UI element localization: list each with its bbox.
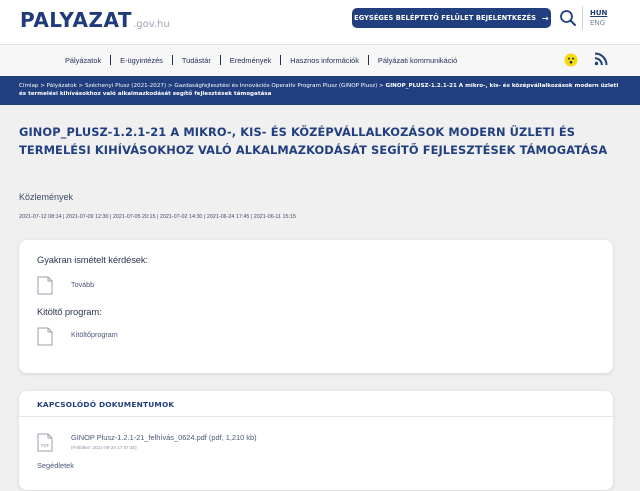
section-label-kozlemenyek: Közlemények xyxy=(19,192,74,202)
program-link[interactable]: Kitöltőprogram xyxy=(71,330,118,339)
document-icon xyxy=(37,327,53,346)
arrow-right-icon: → xyxy=(542,13,549,23)
documents-title: KAPCSOLÓDÓ DOKUMENTUMOK xyxy=(37,400,175,409)
rss-icon[interactable] xyxy=(594,52,608,66)
lang-eng-link[interactable]: ENG xyxy=(590,19,606,27)
site-header xyxy=(0,0,640,44)
breadcrumb-path[interactable]: Címlap > Pályázatok > Széchenyi Plusz (2021-2027) > Gazdaságfejlesztési és Innovációs Operatív Program Plusz (GINOP Plusz) > xyxy=(19,83,386,89)
login-button[interactable] xyxy=(352,8,551,28)
page-title: GINOP_PLUSZ-1.2.1-21 A MIKRO-, KIS- ÉS KÖZÉPVÁLLALKOZÁSOK MODERN ÜZLETI ÉS TERMELÉSI KIHÍVÁSOKHOZ VALÓ ALKALMAZKODÁSÁT SEGÍTŐ FEJLESZTÉSEK TÁMOGATÁSA xyxy=(19,125,608,157)
search-icon[interactable] xyxy=(558,8,578,28)
faq-heading: Gyakran ismételt kérdések: xyxy=(37,254,148,265)
nav-item-hasznos-informaciok[interactable]: Hasznos információk xyxy=(290,55,359,65)
helpers-link[interactable]: Segédletek xyxy=(37,461,74,470)
breadcrumb-bar xyxy=(0,76,640,105)
nav-item-palyazatok[interactable]: Pályázatok xyxy=(65,55,102,65)
pdf-file-icon xyxy=(37,433,53,452)
breadcrumb-current: GINOP_PLUSZ-1.2.1-21 A mikro-, kis- és középvállalkozások modern üzleti és termelési kihívásokhoz való alkalmazkodását segítő fejlesztések támogatása xyxy=(19,83,619,97)
breadcrumb xyxy=(19,83,619,98)
site-logo[interactable] xyxy=(20,8,170,32)
nav-items xyxy=(56,55,466,65)
login-button-label: EGYSÉGES BELÉPTETŐ FELÜLET BEJELENTKEZÉS xyxy=(354,14,537,22)
documents-header xyxy=(19,391,613,417)
pdf-icon-label: PDF xyxy=(40,443,50,448)
nav-item-tudastar[interactable]: Tudástár xyxy=(181,55,211,65)
faq-card xyxy=(19,240,613,373)
main-nav xyxy=(0,45,640,76)
program-heading: Kitöltő program: xyxy=(37,306,102,317)
file-upload-date: (Feltöltve: 2021-06-24 17:47:45) xyxy=(71,445,137,450)
announcement-dates[interactable]: 2021-07-12 08:14 | 2021-07-09 12:30 | 2021-07-05 20:15 | 2021-07-02 14:30 | 2021-06-24 17:45 | 2021-06-11 15:15 xyxy=(19,214,296,220)
logo-main-text: PALYAZAT xyxy=(20,8,133,32)
logo-domain-text: .gov.hu xyxy=(133,19,170,30)
lang-divider xyxy=(582,6,583,30)
pdf-document-link[interactable]: GINOP Plusz-1.2.1-21_felhívás_0624.pdf (pdf, 1,210 kb) xyxy=(71,433,257,442)
faq-more-link[interactable]: Tovább xyxy=(71,280,95,289)
lang-hun-link[interactable]: HUN xyxy=(590,9,608,17)
nav-item-e-ugyintezes[interactable]: E-ügyintézés xyxy=(120,55,163,65)
nav-item-palyazati-kommunikacio[interactable]: Pályázati kommunikáció xyxy=(377,55,458,65)
related-documents-card xyxy=(19,391,613,490)
document-icon xyxy=(37,276,53,295)
accessibility-smiley-icon[interactable] xyxy=(564,53,578,67)
nav-item-eredmenyek[interactable]: Eredmények xyxy=(229,55,272,65)
